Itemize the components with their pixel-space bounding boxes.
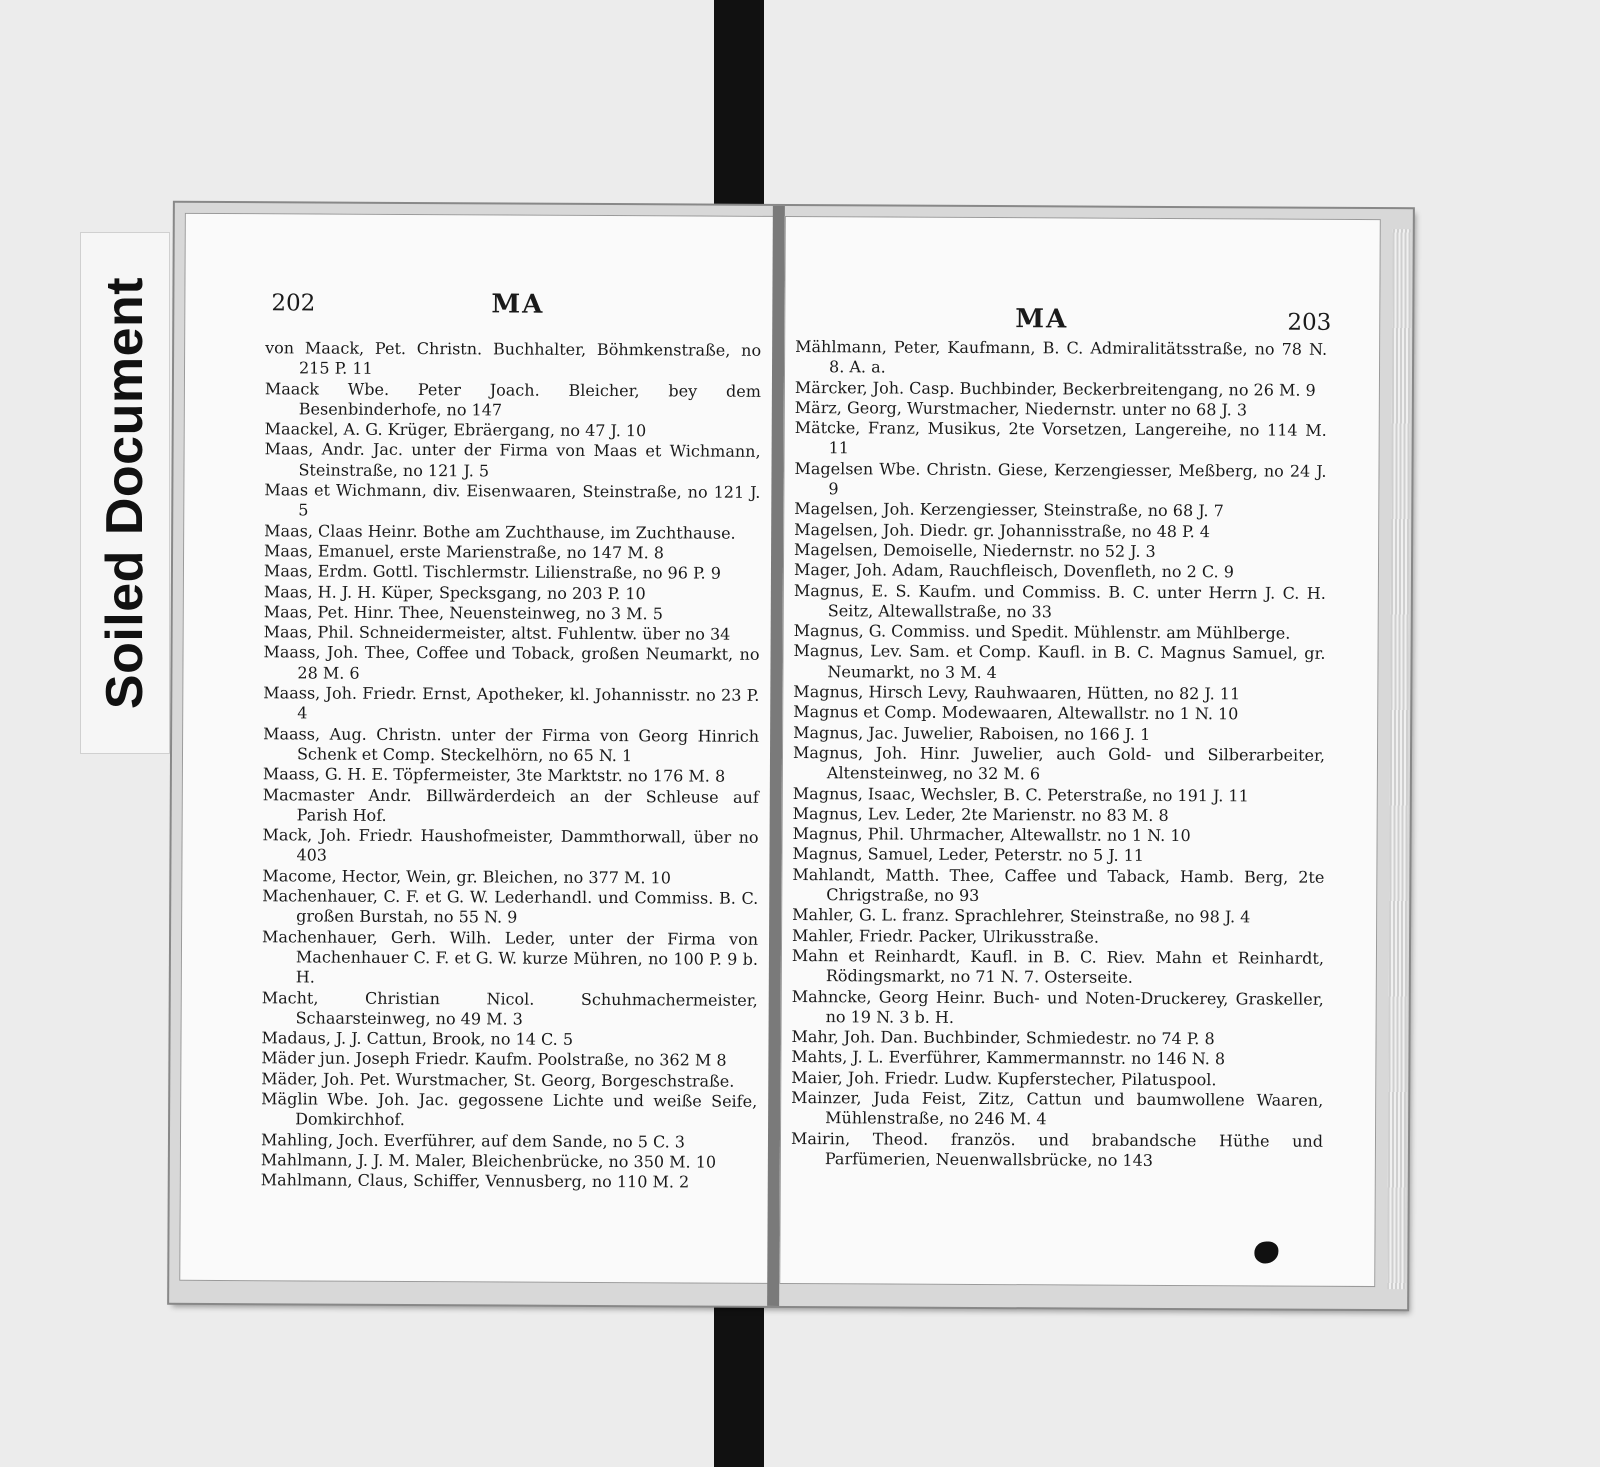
directory-entry: Magnus, Jac. Juwelier, Raboisen, no 166 J. 1 xyxy=(793,722,1151,744)
directory-entry: Magelsen, Joh. Kerzengiesser, Steinstraße, no 68 J. 7 xyxy=(794,499,1224,521)
directory-entry: März, Georg, Wurstmacher, Niedernstr. unter no 68 J. 3 xyxy=(794,397,1248,420)
directory-entry: Mairin, Theod. französ. und brabandsche Hüthe und Parfümerien, Neuenwallsbrücke, no 143 xyxy=(790,1128,1324,1170)
directory-entry: von Maack, Pet. Christn. Buchhalter, Böhmkenstraße, no 215 P. 11 xyxy=(265,338,762,379)
directory-entry: Mahr, Joh. Dan. Buchbinder, Schmiedestr. no 74 P. 8 xyxy=(791,1027,1215,1049)
directory-entry: Madaus, J. J. Cattun, Brook, no 14 C. 5 xyxy=(261,1028,574,1049)
directory-entry: Mahlmann, J. J. M. Maler, Bleichenbrücke, no 350 M. 10 xyxy=(260,1150,717,1172)
stamp-label: Soiled Document xyxy=(96,276,154,710)
open-book xyxy=(169,203,1413,1309)
page-number: 203 xyxy=(1287,309,1332,336)
directory-entry: Mahncke, Georg Heinr. Buch- und Noten-Druckerey, Graskeller, no 19 N. 3 b. H. xyxy=(791,986,1324,1027)
directory-entry: Mahler, Friedr. Packer, Ulrikusstraße. xyxy=(792,925,1100,947)
directory-entry: Maackel, A. G. Krüger, Ebräergang, no 47 J. 10 xyxy=(264,419,647,441)
directory-entry: Magnus, Lev. Sam. et Comp. Kaufl. in B. C. Magnus Samuel, gr. Neumarkt, no 3 M. 4 xyxy=(793,641,1326,682)
directory-entry: Magnus, Isaac, Wechsler, B. C. Peterstraße, no 191 J. 11 xyxy=(792,783,1249,805)
black-band-bottom xyxy=(714,1290,764,1467)
directory-entry: Mäglin Wbe. Joh. Jac. gegossene Lichte und weiße Seife, Domkirchhof. xyxy=(261,1089,758,1130)
left-entries-list xyxy=(261,338,761,1193)
right-page xyxy=(779,216,1381,1287)
directory-entry: Mäder, Joh. Pet. Wurstmacher, St. Georg, Borgeschstraße. xyxy=(261,1068,735,1091)
directory-entry: Mahlmann, Claus, Schiffer, Vennusberg, no 110 M. 2 xyxy=(260,1170,690,1192)
directory-entry: Mätcke, Franz, Musikus, 2te Vorsetzen, Langereihe, no 114 M. 11 xyxy=(794,418,1327,458)
directory-entry: Maas et Wichmann, div. Eisenwaaren, Steinstraße, no 121 J. 5 xyxy=(264,480,761,520)
directory-entry: Maas, H. J. H. Küper, Specksgang, no 203 P. 10 xyxy=(263,581,646,603)
directory-entry: Maass, Aug. Christn. unter der Firma von Georg Hinrich Schenk et Comp. Steckelhörn, no 65 N. 1 xyxy=(263,723,760,766)
directory-entry: Magnus, Samuel, Leder, Peterstr. no 5 J. 11 xyxy=(792,844,1145,866)
directory-entry: Maass, Joh. Thee, Coffee und Toback, großen Neumarkt, no 28 M. 6 xyxy=(263,642,760,683)
directory-entry: Mahlandt, Matth. Thee, Caffee und Taback, Hamb. Berg, 2te Chrigstraße, no 93 xyxy=(792,864,1325,906)
directory-entry: Mäder jun. Joseph Friedr. Kaufm. Poolstraße, no 362 M 8 xyxy=(261,1048,727,1071)
directory-entry: Magnus, Hirsch Levy, Rauhwaaren, Hütten, no 82 J. 11 xyxy=(793,682,1241,704)
directory-entry: Maas, Andr. Jac. unter der Firma von Maas et Wichmann, Steinstraße, no 121 J. 5 xyxy=(264,439,761,481)
directory-entry: Macht, Christian Nicol. Schuhmachermeister, Schaarsteinweg, no 49 M. 3 xyxy=(261,987,758,1029)
soiled-document-stamp xyxy=(80,232,170,754)
directory-entry: Mahling, Joch. Everführer, auf dem Sande, no 5 C. 3 xyxy=(260,1129,686,1152)
page-edges xyxy=(1387,229,1411,1289)
directory-entry: Mahts, J. L. Everführer, Kammermannstr. no 146 N. 8 xyxy=(791,1047,1226,1069)
directory-entry: Magelsen, Demoiselle, Niedernstr. no 52 J. 3 xyxy=(794,539,1156,561)
section-heading: MA xyxy=(1015,304,1069,335)
directory-entry: Magnus, E. S. Kaufm. und Commiss. B. C. unter Herrn J. C. H. Seitz, Altewallstraße, no 33 xyxy=(793,580,1326,622)
directory-entry: Mählmann, Peter, Kaufmann, B. C. Admiralitätsstraße, no 78 N. 8. A. a. xyxy=(795,337,1328,377)
section-heading: MA xyxy=(491,289,545,320)
directory-entry: Maas, Phil. Schneidermeister, altst. Fuhlentw. über no 34 xyxy=(263,622,731,644)
directory-entry: Magnus, Phil. Uhrmacher, Altewallstr. no 1 N. 10 xyxy=(792,824,1191,846)
directory-entry: Magelsen, Joh. Diedr. gr. Johannisstraße, no 48 P. 4 xyxy=(794,519,1211,541)
right-page-header xyxy=(785,287,1379,336)
directory-entry: Magnus et Comp. Modewaaren, Altewallstr. no 1 N. 10 xyxy=(793,702,1239,724)
directory-entry: Magnus, G. Commiss. und Spedit. Mühlenstr. am Mühlberge. xyxy=(793,621,1291,643)
directory-entry: Magnus, Lev. Leder, 2te Marienstr. no 83 M. 8 xyxy=(792,803,1169,825)
left-page xyxy=(179,213,775,1284)
directory-entry: Maas, Emanuel, erste Marienstraße, no 147 M. 8 xyxy=(264,541,665,563)
directory-entry: Maack Wbe. Peter Joach. Bleicher, bey dem Besenbinderhofe, no 147 xyxy=(264,378,761,420)
directory-entry: Maass, Joh. Friedr. Ernst, Apotheker, kl. Johannisstr. no 23 P. 4 xyxy=(263,683,760,723)
directory-entry: Macmaster Andr. Billwärderdeich an der Schleuse auf Parish Hof. xyxy=(262,784,759,825)
ink-blot xyxy=(1254,1241,1278,1263)
directory-entry: Macome, Hector, Wein, gr. Bleichen, no 377 M. 10 xyxy=(262,865,671,888)
directory-entry: Maass, G. H. E. Töpfermeister, 3te Marktstr. no 176 M. 8 xyxy=(262,764,726,786)
directory-entry: Machenhauer, Gerh. Wilh. Leder, unter der Firma von Machenhauer C. F. et G. W. kurze Mühren, no 100 P. 9 b. H. xyxy=(261,926,759,987)
directory-entry: Märcker, Joh. Casp. Buchbinder, Beckerbreitengang, no 26 M. 9 xyxy=(794,377,1316,400)
directory-entry: Mack, Joh. Friedr. Haushofmeister, Dammthorwall, über no 403 xyxy=(262,825,759,865)
directory-entry: Maas, Pet. Hinr. Thee, Neuensteinweg, no 3 M. 5 xyxy=(263,602,663,624)
directory-entry: Magnus, Joh. Hinr. Juwelier, auch Gold- und Silberarbeiter, Altensteinweg, no 32 M. 6 xyxy=(792,742,1326,784)
directory-entry: Maas, Erdm. Gottl. Tischlermstr. Lilienstraße, no 96 P. 9 xyxy=(263,561,721,583)
directory-entry: Mager, Joh. Adam, Rauchfleisch, Dovenfleth, no 2 C. 9 xyxy=(793,560,1234,582)
directory-entry: Mainzer, Juda Feist, Zitz, Cattun und baumwollene Waaren, Mühlenstraße, no 246 M. 4 xyxy=(791,1087,1324,1129)
directory-entry: Mahler, G. L. franz. Sprachlehrer, Steinstraße, no 98 J. 4 xyxy=(792,905,1251,927)
directory-entry: Machenhauer, C. F. et G. W. Lederhandl. und Commiss. B. C. großen Burstah, no 55 N. 9 xyxy=(262,886,759,927)
directory-entry: Maas, Claas Heinr. Bothe am Zuchthause, im Zuchthause. xyxy=(264,520,736,543)
directory-entry: Mahn et Reinhardt, Kaufl. in B. C. Riev. Mahn et Reinhardt, Rödingsmarkt, no 71 N. 7. Osterseite. xyxy=(791,945,1324,987)
directory-entry: Magelsen Wbe. Christn. Giese, Kerzengiesser, Meßberg, no 24 J. 9 xyxy=(794,458,1327,499)
directory-entry: Maier, Joh. Friedr. Ludw. Kupferstecher, Pilatuspool. xyxy=(791,1067,1217,1089)
page-number: 202 xyxy=(271,290,316,317)
right-entries-list xyxy=(791,337,1327,1172)
left-page-header xyxy=(185,284,773,327)
